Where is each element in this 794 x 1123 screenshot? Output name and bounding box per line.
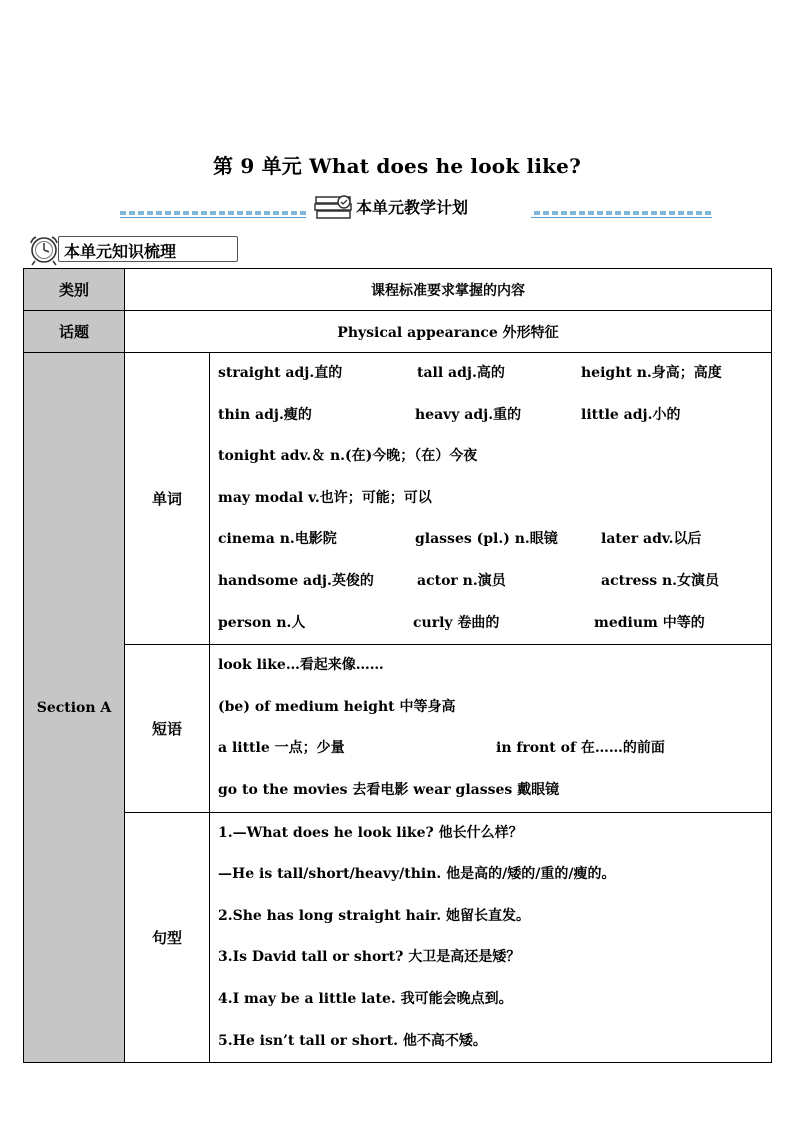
words-row <box>24 353 772 645</box>
topic-value: Physical appearance 外形特征 <box>125 311 772 353</box>
word-entry: glasses (pl.) n.眼镜 <box>415 531 558 548</box>
plan-banner <box>120 192 712 224</box>
word-entry: straight adj.直的 <box>218 365 343 381</box>
sentence-line: 2.She has long straight hair. 她留长直发。 <box>218 907 531 924</box>
phrases-label: 短语 <box>125 645 210 812</box>
phrase-entry: a little 一点；少量 <box>218 740 345 757</box>
word-entry: cinema n.电影院 <box>218 531 337 548</box>
knowledge-table <box>23 268 772 1063</box>
words-line <box>218 603 771 645</box>
section-tag-text: 本单元知识梳理 <box>64 242 177 261</box>
sentences-row <box>24 812 772 1063</box>
sentence-line: —He is tall/short/heavy/thin. 他是高的/矮的/重的/瘦的。 <box>218 866 616 883</box>
words-line <box>218 561 771 603</box>
word-entry: little adj.小的 <box>581 406 681 423</box>
sentence-line: 5.He isn’t tall or short. 他不高不矮。 <box>218 1032 487 1049</box>
phrase-line <box>218 728 771 770</box>
word-entry: height n.身高；高度 <box>581 365 722 381</box>
book-stack-icon <box>314 193 354 221</box>
sentences-cell <box>210 812 772 1063</box>
phrase-entry: go to the movies 去看电影 wear glasses 戴眼镜 <box>218 781 560 798</box>
phrases-row <box>24 645 772 812</box>
phrase-line <box>218 687 771 729</box>
word-entry: actress n.女演员 <box>601 572 720 589</box>
phrases-cell <box>210 645 772 812</box>
words-line <box>218 436 771 478</box>
word-entry: thin adj.瘦的 <box>218 406 312 423</box>
words-line <box>218 519 771 561</box>
word-entry: may modal v.也许；可能；可以 <box>218 489 432 506</box>
topic-row <box>24 311 772 353</box>
word-entry: handsome adj.英俊的 <box>218 572 374 589</box>
sentence-line: 4.I may be a little late. 我可能会晚点到。 <box>218 990 513 1007</box>
sentence-line: 3.Is David tall or short? 大卫是高还是矮？ <box>218 949 521 966</box>
word-entry: medium 中等的 <box>594 614 705 631</box>
header-row <box>24 269 772 311</box>
topic-label: 话题 <box>24 311 125 353</box>
words-line <box>218 395 771 437</box>
word-entry: heavy adj.重的 <box>415 406 522 423</box>
word-entry: person n.人 <box>218 614 306 631</box>
words-line <box>218 478 771 520</box>
phrase-line <box>218 645 771 687</box>
banner-text: 本单元教学计划 <box>356 198 469 217</box>
word-entry: curly 卷曲的 <box>413 614 500 631</box>
phrase-entry: (be) of medium height 中等身高 <box>218 698 456 715</box>
word-entry: tall adj.高的 <box>417 365 505 381</box>
page-title: 第 9 单元 What does he look like? <box>212 154 582 178</box>
header-category: 类别 <box>24 269 125 311</box>
header-content: 课程标准要求掌握的内容 <box>125 269 772 311</box>
phrase-entry: look like…看起来像…… <box>218 657 384 674</box>
sentences-label: 句型 <box>125 812 210 1063</box>
words-label: 单词 <box>125 353 210 645</box>
words-cell <box>210 353 772 645</box>
phrase-entry: in front of 在……的前面 <box>496 740 665 757</box>
word-entry: later adv.以后 <box>601 531 702 548</box>
words-line <box>218 353 771 395</box>
word-entry: tonight adv.＆ n.(在)今晚；（在）今夜 <box>218 448 478 465</box>
word-entry: actor n.演员 <box>417 572 506 589</box>
sentence-line: 1.—What does he look like? 他长什么样？ <box>218 824 523 841</box>
phrase-line <box>218 770 771 812</box>
section-label: Section A <box>24 353 125 1063</box>
